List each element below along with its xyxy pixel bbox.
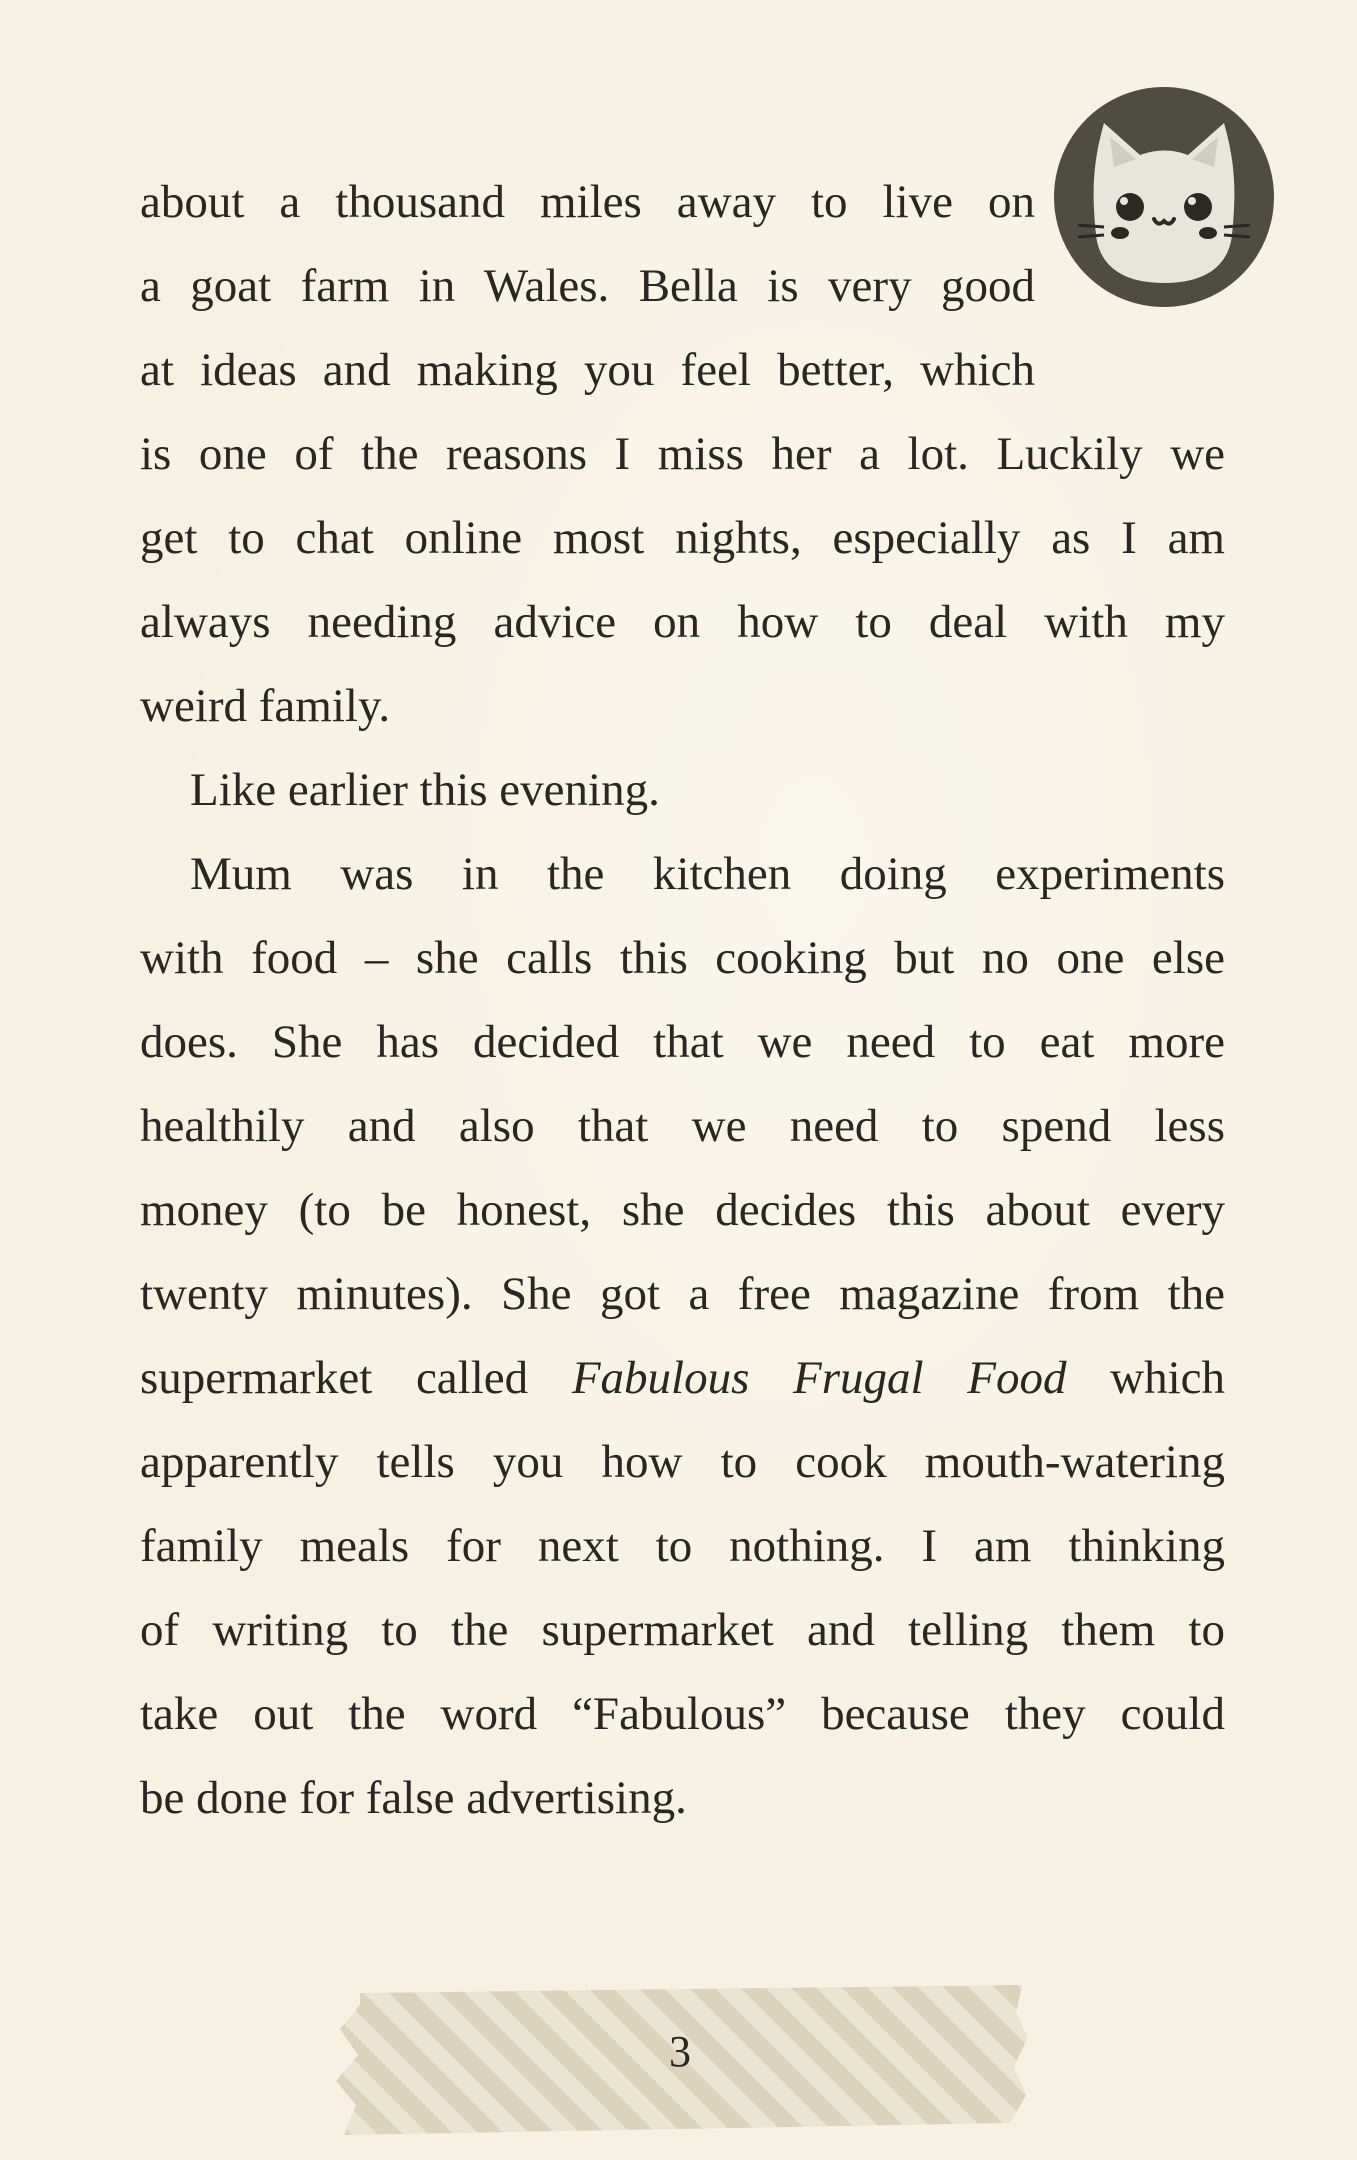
text-line: apparently tells you how to cook mouth-watering [140, 1436, 1225, 1488]
text-line: is one of the reasons I miss her a lot. Luckily we [140, 428, 1225, 480]
text-line: healthily and also that we need to spend less [140, 1100, 1225, 1152]
text-line: at ideas and making you feel better, which [140, 344, 1035, 396]
text-line: get to chat online most nights, especially as I am [140, 512, 1225, 564]
magazine-title: Fabulous Frugal Food [571, 1352, 1067, 1404]
text-line: does. She has decided that we need to eat more [140, 1016, 1225, 1068]
text-line: a goat farm in Wales. Bella is very good [140, 260, 1035, 312]
body-text [140, 160, 1225, 1840]
text-line: with food – she calls this cooking but no one else [140, 932, 1225, 984]
text-line: weird family. [140, 680, 391, 732]
text-segment: which [1066, 1352, 1225, 1404]
page-number: 3 [669, 2027, 691, 2076]
text-line: be done for false advertising. [140, 1772, 687, 1824]
text-line: take out the word “Fabulous” because they could [140, 1688, 1225, 1740]
text-line: always needing advice on how to deal with my [140, 596, 1225, 648]
text-segment: supermarket called [140, 1352, 572, 1404]
text-line: about a thousand miles away to live on [140, 176, 1035, 228]
text-line: Mum was in the kitchen doing experiments [190, 848, 1225, 900]
text-line: money (to be honest, she decides this about every [140, 1184, 1225, 1236]
text-line: Like earlier this evening. [190, 764, 660, 816]
text-line-with-title [140, 1336, 1225, 1420]
text-line: twenty minutes). She got a free magazine from the [140, 1268, 1225, 1320]
text-line: of writing to the supermarket and telling them to [140, 1604, 1225, 1656]
text-line: family meals for next to nothing. I am thinking [140, 1520, 1225, 1572]
